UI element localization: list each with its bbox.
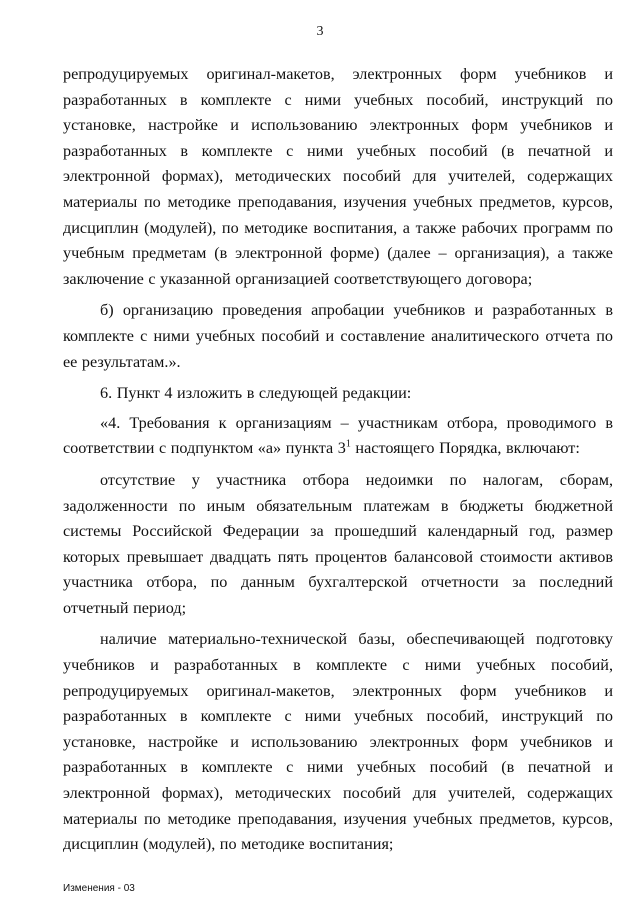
clause-4-text: «4. Требования к организациям – участникам отбора, проводимого в соответствии с подпунктом «а» пункта 3 <box>63 413 613 458</box>
footnote-superscript: 1 <box>345 438 351 450</box>
document-body <box>63 62 613 864</box>
footer-revision-label: Изменения - 03 <box>63 883 135 894</box>
paragraph-continuation: репродуцируемых оригинал-макетов, электронных форм учебников и разработанных в комплекте с ними учебных пособий, инструкций по установке, настройке и использованию электронных форм учебников и разработанных в комплекте с ними учебных пособий (в печатной и электронной формах), методических пособий для учителей, содержащих материалы по методике преподавания, изучения учебных предметов, курсов, дисциплин (модулей), по методике воспитания, а также рабочих программ по учебным предметам (в электронной форме) (далее – организация), а также заключение с указанной организацией соответствующего договора; <box>63 65 613 288</box>
clause-4-text-end: настоящего Порядка, включают: <box>350 439 580 458</box>
paragraph-requirement-tax: отсутствие у участника отбора недоимки по налогам, сборам, задолженности по иным обязательным платежам в бюджеты бюджетной системы Российской Федерации за прошедший календарный год, размер которых превышает двадцать пять процентов балансовой стоимости активов участника отбора, по данным бухгалтерской отчетности за последний отчетный период; <box>63 470 613 617</box>
paragraph-clause-4 <box>63 411 613 462</box>
paragraph-item-b: б) организацию проведения апробации учебников и разработанных в комплекте с ними учебных пособий и составление аналитического отчета по ее результатам.». <box>63 301 613 371</box>
paragraph-amendment-6: 6. Пункт 4 изложить в следующей редакции: <box>100 384 412 403</box>
paragraph-requirement-material-base: наличие материально-технической базы, обеспечивающей подготовку учебников и разработанных в комплекте с ними учебных пособий, репродуцируемых оригинал-макетов, электронных форм учебников и разработанных в комплекте с ними учебных пособий, инструкций по установке, настройке и использованию электронных форм учебников и разработанных в комплекте с ними учебных пособий (в печатной и электронной формах), методических пособий для учителей, содержащих материалы по методике преподавания, изучения учебных предметов, курсов, дисциплин (модулей), по методике воспитания; <box>63 630 613 854</box>
page-number: 3 <box>316 24 324 39</box>
